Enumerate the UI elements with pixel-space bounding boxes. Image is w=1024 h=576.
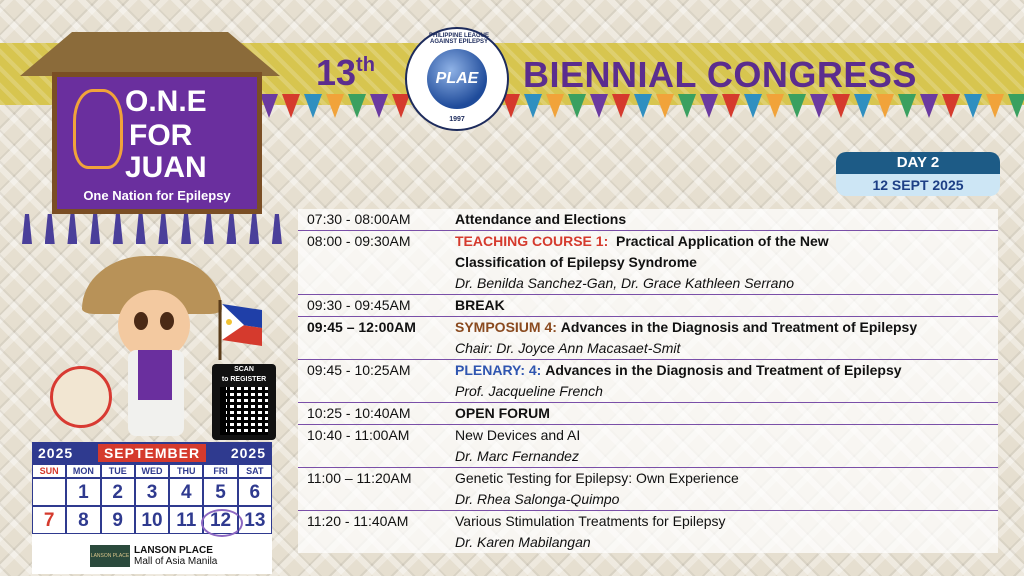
league-logo-ring-text: PHILIPPINE LEAGUE AGAINST EPILEPSY <box>428 33 489 45</box>
schedule-speakers: Prof. Jacqueline French <box>455 383 603 399</box>
schedule-label: PLENARY: 4: <box>455 362 542 378</box>
calendar-day: 7 <box>32 506 66 534</box>
bunting-flag <box>634 94 652 118</box>
schedule-title-cont: Classification of Epilepsy Syndrome <box>455 254 697 270</box>
schedule-title: New Devices and AI <box>455 427 581 443</box>
congress-title: BIENNIAL CONGRESS <box>523 54 917 95</box>
schedule-speakers: Dr. Marc Fernandez <box>455 448 579 464</box>
schedule-time: 10:40 - 11:00AM <box>307 427 410 443</box>
congress-number: 13th <box>316 52 375 93</box>
bunting-flag <box>920 94 938 118</box>
schedule-title: Advances in the Diagnosis and Treatment of Epilepsy <box>560 319 918 335</box>
calendar-header <box>32 442 272 464</box>
schedule-time: 08:00 - 09:30AM <box>307 233 411 249</box>
schedule-title: Attendance and Elections <box>455 211 627 227</box>
calendar-week-1 <box>32 478 272 506</box>
calendar-month: SEPTEMBER <box>98 444 206 462</box>
schedule-title: Advances in the Diagnosis and Treatment of Epilepsy <box>545 362 902 378</box>
bunting-flag <box>1008 94 1024 118</box>
bunting-flag <box>744 94 762 118</box>
register-qr-code[interactable] <box>212 364 276 440</box>
mascot-sash <box>138 350 172 400</box>
bunting-flag <box>304 94 322 118</box>
epilepsy-awareness-logo <box>50 366 112 428</box>
bunting-flag <box>546 94 564 118</box>
calendar-weekday: WED <box>135 464 169 478</box>
bunting-flag <box>898 94 916 118</box>
calendar-day: 6 <box>238 478 272 506</box>
league-logo <box>405 27 509 131</box>
calendar-weekday: FRI <box>203 464 237 478</box>
schedule-panel <box>298 209 998 553</box>
bunting-flag <box>766 94 784 118</box>
bunting-flag <box>326 94 344 118</box>
calendar-weekdays <box>32 464 272 478</box>
venue-location: Mall of Asia Manila <box>134 556 218 567</box>
schedule-time: 09:30 - 09:45AM <box>307 297 411 313</box>
lightbulb-icon <box>73 89 123 169</box>
poster-line-one: O.N.E <box>125 85 207 118</box>
schedule-row <box>298 425 998 468</box>
schedule-row <box>298 468 998 511</box>
calendar-day: 12 <box>203 506 237 534</box>
hut-stilts <box>22 214 282 244</box>
bunting-flag <box>700 94 718 118</box>
calendar-week-2 <box>32 506 272 534</box>
league-logo-year: 1997 <box>449 116 465 123</box>
schedule-title: OPEN FORUM <box>455 405 550 421</box>
schedule-label: TEACHING COURSE 1: <box>455 233 609 249</box>
calendar-day <box>32 478 66 506</box>
calendar-day: 10 <box>135 506 169 534</box>
schedule-speakers: Dr. Karen Mabilangan <box>455 534 591 550</box>
bunting-flag <box>590 94 608 118</box>
calendar-day: 3 <box>135 478 169 506</box>
calendar-weekday: TUE <box>101 464 135 478</box>
calendar-year-left: 2025 <box>38 445 74 461</box>
bunting-flag <box>370 94 388 118</box>
schedule-time: 11:20 - 11:40AM <box>307 513 409 529</box>
schedule-row <box>298 511 998 553</box>
calendar-weekday: MON <box>66 464 100 478</box>
schedule-row <box>298 209 998 231</box>
bunting-flag <box>876 94 894 118</box>
bunting-flag <box>964 94 982 118</box>
calendar-day: 8 <box>66 506 100 534</box>
schedule-row <box>298 231 998 295</box>
venue-name: LANSON PLACE <box>134 545 213 556</box>
bunting-flag <box>788 94 806 118</box>
schedule-title: Practical Application of the New <box>616 233 829 249</box>
calendar-day: 11 <box>169 506 203 534</box>
schedule-speakers: Dr. Rhea Salonga-Quimpo <box>455 491 620 507</box>
schedule-row <box>298 295 998 317</box>
calendar-day: 1 <box>66 478 100 506</box>
day-badge <box>836 152 1000 198</box>
calendar-weekday: SUN <box>32 464 66 478</box>
bunting-flag <box>678 94 696 118</box>
venue-logo: LANSON PLACE <box>90 545 130 567</box>
schedule-time: 09:45 - 10:25AM <box>307 362 411 378</box>
league-logo-abbr: PLAE <box>427 49 487 109</box>
one-for-juan-poster <box>52 72 262 214</box>
day-date: 12 SEPT 2025 <box>836 174 1000 196</box>
poster-tagline: One Nation for Epilepsy <box>83 188 231 203</box>
schedule-time: 10:25 - 10:40AM <box>307 405 411 421</box>
bunting-flag <box>524 94 542 118</box>
bunting-flag <box>392 94 410 118</box>
qr-label-scan: SCAN <box>234 366 254 373</box>
calendar-day: 9 <box>101 506 135 534</box>
schedule-time: 09:45 – 12:00AM <box>307 319 416 335</box>
bunting-flag <box>986 94 1004 118</box>
poster-line-for: FOR <box>129 119 193 152</box>
poster-line-juan: JUAN <box>125 151 207 184</box>
calendar-day: 4 <box>169 478 203 506</box>
bunting-flag <box>612 94 630 118</box>
bunting-flag <box>854 94 872 118</box>
qr-label-register: to REGISTER <box>221 376 267 383</box>
calendar-day: 13 <box>238 506 272 534</box>
venue <box>90 545 217 567</box>
schedule-time: 11:00 – 11:20AM <box>307 470 412 486</box>
calendar-year-right: 2025 <box>230 445 266 461</box>
bunting-flag <box>942 94 960 118</box>
hut-roof <box>20 32 280 76</box>
bunting-flag <box>282 94 300 118</box>
bunting-flag <box>810 94 828 118</box>
bunting-flag <box>656 94 674 118</box>
bunting-flag <box>832 94 850 118</box>
bunting-flag <box>260 94 278 118</box>
bunting-flag <box>348 94 366 118</box>
schedule-row <box>298 317 998 360</box>
schedule-speakers: Dr. Benilda Sanchez-Gan, Dr. Grace Kathleen Serrano <box>455 275 795 291</box>
schedule-row <box>298 403 998 425</box>
schedule-row <box>298 360 998 403</box>
bunting-decoration <box>260 94 1024 124</box>
calendar-weekday: SAT <box>238 464 272 478</box>
bunting-flag <box>722 94 740 118</box>
schedule-time: 07:30 - 08:00AM <box>307 211 411 227</box>
philippine-flag-icon <box>218 300 264 360</box>
schedule-title: BREAK <box>455 297 505 313</box>
schedule-label: SYMPOSIUM 4: <box>455 319 557 335</box>
day-label: DAY 2 <box>836 152 1000 174</box>
schedule-title: Genetic Testing for Epilepsy: Own Experience <box>455 470 739 486</box>
qr-code-icon <box>220 387 268 435</box>
schedule-title: Various Stimulation Treatments for Epilepsy <box>455 513 726 529</box>
calendar-day: 2 <box>101 478 135 506</box>
schedule-speakers: Chair: Dr. Joyce Ann Macasaet-Smit <box>455 340 681 356</box>
calendar-weekday: THU <box>169 464 203 478</box>
bunting-flag <box>568 94 586 118</box>
calendar-day: 5 <box>203 478 237 506</box>
